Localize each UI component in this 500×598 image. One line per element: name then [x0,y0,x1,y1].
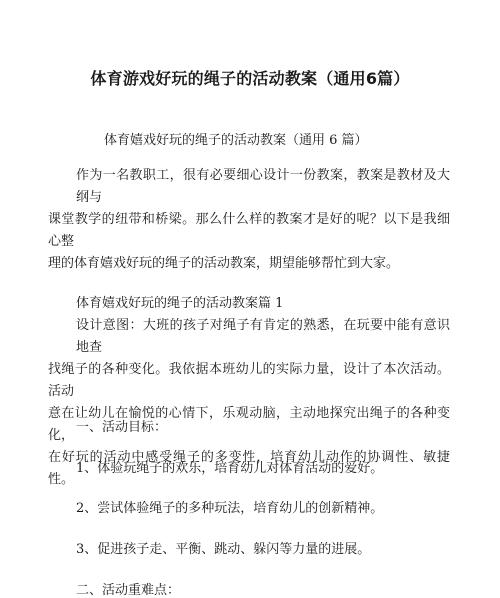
design-line: 在好玩的活动中感受绳子的多变性，培育幼儿动作的协调性、敏捷性。 [48,450,450,487]
design-line: 意在让幼儿在愉悦的心情下，乐观动脑，主动地探究出绳子的各种变化， [48,406,450,443]
document-subtitle: 体育嬉戏好玩的绳子的活动教案（通用 6 篇） [104,133,368,148]
goal-item: 3、促进孩子走、平衡、跳动、躲闪等力量的进展。 [76,542,371,557]
design-line: 设计意图：大班的孩子对绳子有肯定的熟悉，在玩要中能有意识地查 [76,318,450,355]
focus-heading: 二、活动重难点： [76,583,181,598]
intro-paragraph [48,165,450,275]
document-title: 体育游戏好玩的绳子的活动教案（通用6篇） [90,69,410,88]
goal-item: 1、体验玩绳子的欢乐，培育幼儿对体育活动的爱好。 [76,461,384,476]
section-title: 体育嬉戏好玩的绳子的活动教案篇 1 [76,296,284,311]
goal-item: 2、尝试体验绳子的多种玩法，培育幼儿的创新精神。 [76,501,384,516]
intro-line: 课堂教学的纽带和桥梁。那么什么样的教案才是好的呢？以下是我细心整 [48,212,450,249]
design-line: 找绳子的各种变化。我依据本班幼儿的实际力量，设计了本次活动。活动 [48,362,450,399]
goals-heading: 一、活动目标： [76,420,168,435]
intro-line: 理的体育嬉戏好玩的绳子的活动教案，期望能够帮忙到大家。 [48,256,400,271]
intro-line: 作为一名教职工，很有必要细心设计一份教案，教案是教材及大纲与 [76,168,450,205]
